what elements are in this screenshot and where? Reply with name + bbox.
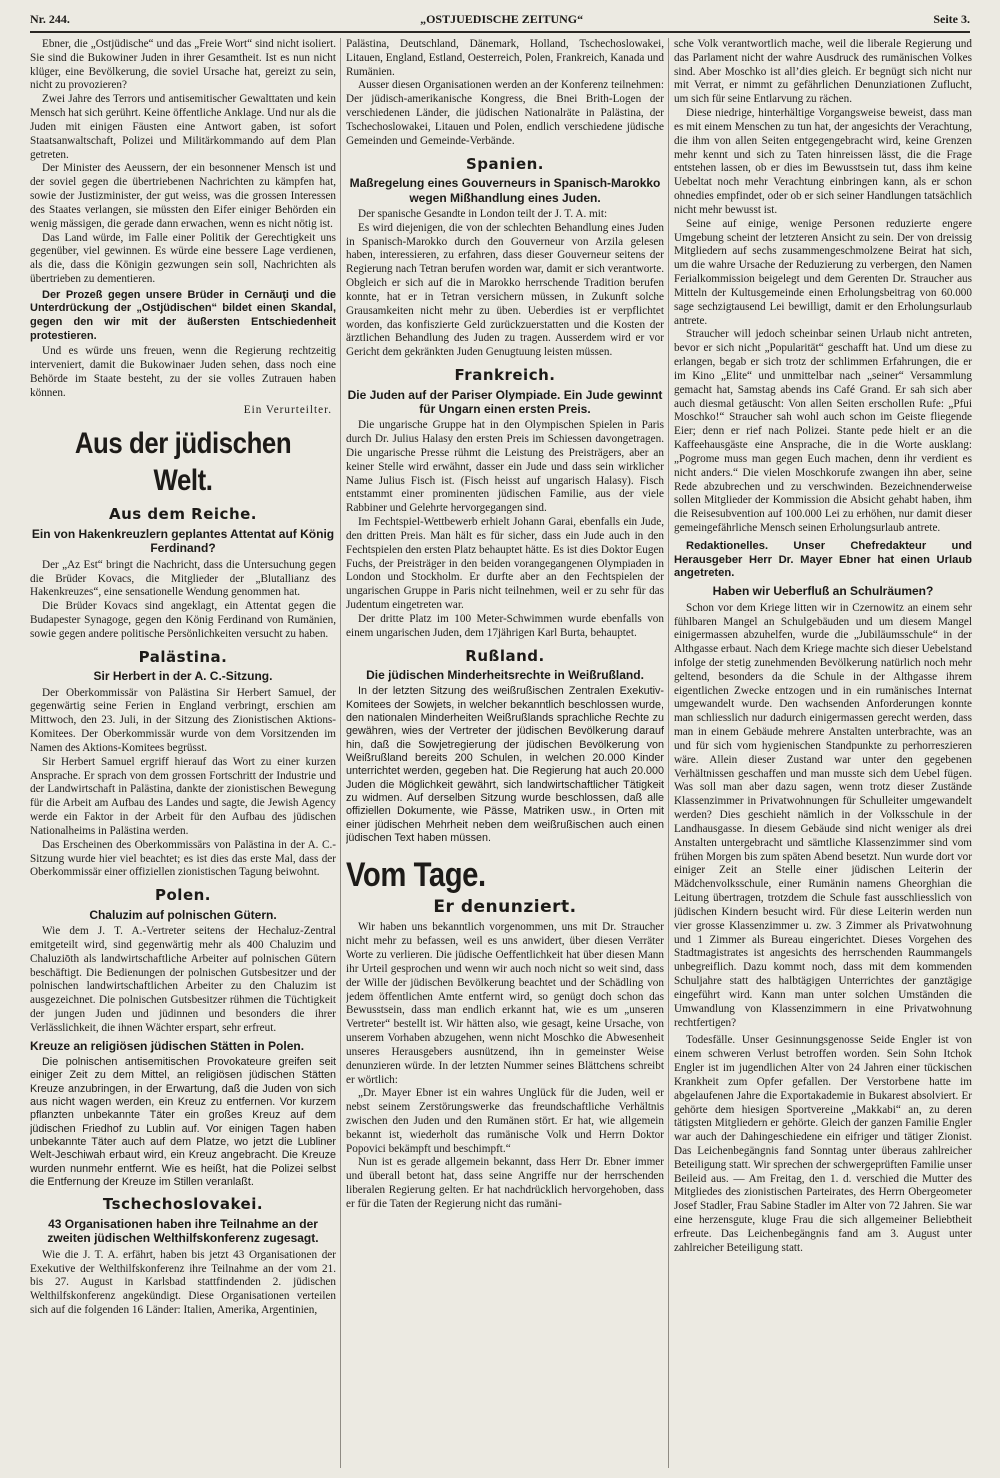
- heading-polen: Polen.: [155, 886, 211, 905]
- article-paragraph: Zwei Jahre des Terrors und antisemitischer Gewalttaten und kein Mensch hat sich gerührt. Keine öffentliche Anklage. Und nur als die Juden mit einigen Fäusten eine Antwort gaben, ist sofort Staatsanwaltschaft, Polizei und Militärkommando auf dem Plan getreten.: [30, 93, 336, 161]
- issue-number: Nr. 244.: [30, 11, 70, 26]
- redaktionelles-notice: Redaktionelles. Unser Chefredakteur und Herausgeber Herr Dr. Mayer Ebner hat einen Urlaub angetreten.: [674, 539, 972, 580]
- heading-frankreich: Frankreich.: [454, 366, 556, 385]
- article-paragraph: Der Minister des Aeussern, der ein besonnener Mensch ist und der soviel gegen die übertriebenen Nachrichten zu kämpfen hat, sowie der Justizminister, der gut weiss, was die grossen Interessen des Staates verlangen, sie müssten den Eifer einiger Behörden ein wenig mässigen, die gerade dann erwachen, wenn es nicht nötig ist.: [30, 162, 336, 230]
- heading-er-denunziert: Er denunziert.: [433, 897, 577, 918]
- article-paragraph: Das Land würde, im Falle einer Politik der Gerechtigkeit uns gegenüber, viel gewinnen. Es würde eine bessere Lage verdienen, als die, dass die Königin gezwungen sein soll, Nachrichten als übertrieben zu dementieren.: [30, 231, 336, 286]
- headline-schulraeume: Haben wir Ueberfluß an Schulräumen?: [712, 584, 934, 599]
- column-divider-1: [340, 38, 341, 1468]
- heading-palaestina: Palästina.: [138, 647, 228, 666]
- article-paragraph: Straucher will jedoch scheinbar seinen Urlaub nicht antreten, bevor er sich nicht „Popularität“ geschafft hat. Und um diese zu erlangen, begab er sich trotz der schlimmen Erfahrungen, die er im Kino „Elite“ und unmittelbar nach „seiner“ Versammlung gemacht hat, Samstag abends ins Café Grand. Er sah sich aber auch diesmal getäuscht: Von allen Seiten erschollen Rufe: „Pfui Moschko!“ Straucher sah wohl auch schon im Geiste fliegende Eier; denn er rief nach Polizei. Stante pede hielt er an die Kaffeehausgäste eine Ansprache, die in die Worte ausklang: „Pogrome muss man gegen Euch machen, denn ihr verdient es nicht anders.“ Die vielen Moschkorufe zwangen ihn aber, seine Rede abzubrechen und zu verschwinden. Bezeichnenderweise sollen Mitglieder der Kommission die Absicht gehabt haben, ihm die Reisesubvention auf 100.000 Lei zu erhöhen, nur damit dieser gemeingefährliche Mensch seinen Erholungsurlaub antrete.: [674, 328, 972, 534]
- article-paragraph: Und es würde uns freuen, wenn die Regierung rechtzeitig interveniert, damit die Bukowinaer Juden sehen, dass noch eine Behörde im Staate besteht, zu der sie volles Zutrauen haben können.: [30, 345, 336, 399]
- headline-gouverneur: Maßregelung eines Gouverneurs in Spanisch-Marokko wegen Mißhandlung eines Juden.: [349, 176, 661, 205]
- article-paragraph: Das Erscheinen des Oberkommissärs von Palästina in der A. C.-Sitzung wurde hier viel beachtet; es ist dies das erste Mal, dass der Oberkommissär einer offiziellen zionistischen Tagung beiwohnt.: [30, 838, 336, 879]
- article-paragraph: Nun ist es gerade allgemein bekannt, dass Herr Dr. Ebner immer und überall betont hat, dass seine Angriffe nur der herrschenden liberalen Regierung gelten. Er hat nachdrücklich hervorgehoben, dass er für die Taten der Regierung nicht das rumäni-: [346, 1156, 664, 1210]
- masthead-title: „OSTJUEDISCHE ZEITUNG“: [420, 11, 584, 26]
- article-paragraph: Wie dem J. T. A.-Vertreter seitens der Hechaluz-Zentral emitgeteilt wird, sind gegenwärtig mehr als 400 Chaluzim und Chaluziōth als landwirtschaftliche Arbeiter auf polnischen Gütern beschäftigt. Die Bedienungen der polnischen Gutsbesitzer und der polnischen landwirtschaftlichen Arbeiter zu den Chaluzim ist ausgezeichnet. Die polnischen Gutsbesitzer rühmen die Tüchtigkeit der jungen Juden und jüdinnen und besonders die ihrer Verlässlichkeit, die ihnen Wächter erspart, sehr erfreut.: [30, 925, 336, 1034]
- todesfaelle-notice: Todesfälle. Unser Gesinnungsgenosse Seide Engler ist von einem schweren Verlust betroffen worden. Sein Sohn Itchok Engler ist im jugendlichen Alter von 24 Jahren einer tückischen Krankheit zum Opfer gefallen. Der Verstorbene hatte im abgelaufenen Jahre die Exportakademie in Bukarest absolviert. Er gehörte dem hiesigen Sportvereine „Makkabi“ an, zu deren tätigsten Mitgliedern er gehörte. Gleich der ganzen Familie Engler war auch der Dahingeschiedene ein eifriger und tätiger Zionist. Das Leichenbegängnis fand Sonntag unter überaus zahlreicher Beteiligung statt. Wir sprechen der schwergeprüften Familie unser Beileid aus. — Am Freitag, den 1. d. verschied die Mutter des Mitgliedes des zionistischen Parteirates, des Herrn Obergeometer Josef Stadler, Frau Sabine Stadler im Alter von 72 Jahren. Sie war eine herzensgute, kluge Frau die sich allgemeiner Beliebtheit erfreute. Das Leichenbegängnis fand am 3. August unter zahlreicher Beteiligung statt.: [674, 1034, 972, 1254]
- article-paragraph: Die polnischen antisemitischen Provokateure greifen seit einiger Zeit zu dem Mittel, an religiösen jüdischen Stätten Kreuze anzubringen, in der Erwartung, daß die Juden von sich aus nicht wagen werden, ein Kreuz zu entfernen. Vor kurzem pflanzten unbekannte Täter ein großes Kreuz auf dem jüdischen Friedhof zu Lublin auf. Vor einigen Tagen haben unbekannte Täter auch auf dem Platze, wo jetzt die Lubliner Welt-Jeschiwah erbaut wird, ein Kreuz angebracht. Die Kreuze wurden nunmehr entfernt. Wie es heißt, hat die Polizei selbst die Entfernung der Kreuze im Stillen veranlaßt.: [30, 1056, 336, 1189]
- headline-sir-herbert: Sir Herbert in der A. C.-Sitzung.: [93, 669, 273, 684]
- heading-spanien: Spanien.: [465, 154, 545, 173]
- article-paragraph: Der dritte Platz im 100 Meter-Schwimmen wurde ebenfalls von einem ungarischen Juden, dem 17jährigen Karl Burta, behauptet.: [346, 612, 664, 639]
- article-paragraph: Der Oberkommissär von Palästina Sir Herbert Samuel, der gegenwärtig seine Ferien in England verbringt, erschien am Mittwoch, den 23. Juli, in der Sitzung des Zionistischen Aktions-Komitees. Der Oberkommissär wurde von dem Vorsitzenden im Namen des Aktions-Komitees begrüsst.: [30, 686, 336, 754]
- article-paragraph: Diese niedrige, hinterhältige Vorgangsweise beweist, dass man es mit einem Menschen zu tun hat, der angesichts der Verachtung, die ihm von allen Seiten entgegengebracht wird, keine Grenzen mehr kennt und sich zu Taten hinreissen lässt, die die Frage entstehen lassen, ob er dies im Bewusstsein tut, dass ihm keine Uebeltat noch mehr Verachtung einbringen kann, als er schon ohnedies empfindet, oder ob er sich seiner Handlungen tatsächlich nicht mehr bewusst ist.: [674, 107, 972, 216]
- article-paragraph: Die Brüder Kovacs sind angeklagt, ein Attentat gegen die Budapester Synagoge, gegen den König Ferdinand von Rumänien, sowie gegen andere politische Persönlichkeiten versucht zu haben.: [30, 600, 336, 640]
- column-divider-2: [668, 38, 669, 1468]
- section-title-vom-tage: Vom Tage.: [346, 856, 486, 895]
- article-paragraph: Seine auf einige, wenige Personen reduzierte engere Umgebung scheint der letzteren Ansicht zu sein. Der von dreissig Mitgliedern auf sechs zusammengeschmolzene Beirat hat sich, um die wahre Ursache der Reduzierung zu verbergen, den Namen Ferialkommission beigelegt und dem Gerenten Dr. Straucher aus Mitteln der Kultusgemeinde einen Erholungsbeitrag von 60.000 sage sechzigtausend Lei bewilligt, damit er den Erholungsurlaub antrete.: [674, 217, 972, 327]
- article-paragraph: Ebner, die „Ostjüdische“ und das „Freie Wort“ sind nicht isoliert. Sie sind die Bukowiner Juden in ihrer Gesamtheit. Ist es nun nicht klüger, eine Bevölkerung, die soviel Ursache hat, gereizt zu sein, nicht zu provozieren?: [30, 38, 336, 92]
- column-3: [674, 38, 972, 1468]
- article-paragraph: Der spanische Gesandte in London teilt der J. T. A. mit:: [358, 207, 608, 220]
- headline-olympiade: Die Juden auf der Pariser Olympiade. Ein Jude gewinnt für Ungarn einen ersten Preis.: [347, 387, 663, 416]
- article-paragraph: Schon vor dem Kriege litten wir in Czernowitz an einem sehr fühlbaren Mangel an Schulgebäuden und um diesem Mangel einigermassen abzuhelfen, wurde die „Jubiläumsschule“ in der Althgasse erbaut. Nach dem Kriege machte sich dieser Uebelstand infolge der stetig zunehmenden Bevölkerung natürlich noch mehr geltend, besonders da die Schule in der Althgasse ihrem eigentlichen Zwecke entzogen und in ein rumänisches Internat umgewandelt wurde. Den wachsenden Anforderungen konnte man schliesslich nur dadurch einigermassen gerecht werden, dass man in einem Gebäude mehrere Anstalten unterbrachte, was an und für sich vom hygienischen Standpunkte zu perhorreszieren wäre. Allein dieser Zustand war unter den gegebenen Verhältnissen geschaffen und man musste sich dem Uebel fügen. Was soll man aber dazu sagen, wenn trotz dieser Zustände Klassenzimmer in Privatwohnungen für Schulleiter umgewandelt werden? Dies geschieht nämlich in der Volksschule in der Landhausgasse. In diesem Gebäude sind nicht weniger als drei Anstalten untergebracht und sämtliche Klassenzimmer sind vom frühen Morgen bis zum späten Abend besetzt. Nun wurde dort vor einiger Zeit an Stelle einer jüdischen Leiterin der Mädchenvolksschule, einer Rumänin namens Gheorghian die Leitung übertragen, trotzdem die Schule fast ausschliesslich von jüdischen Kindern besucht wird. Für diese Leiterin werden nun vier grosse Klassenzimmer u. zw. 3 Zimmer als Privatwohnung und 1 Zimmer als Bureau eingerichtet. Dieses Vorgehen des Stadtmagistrates ist angesichts des herrschenden Raummangels unbegreiflich. Dazu kommt noch, dass mit dem kommenden Schuljahre statt des halbtägigen Unterrichtes der ganztägige eingeführt wird. Kann man unter solchen Umständen die Umwandlung von Klassenzimmern in eine Privatwohnung rechtfertigen?: [674, 601, 972, 1029]
- article-paragraph: Palästina, Deutschland, Dänemark, Holland, Tschechoslowakei, Litauen, England, Estland, Oesterreich, Polen, Frankreich, Kanada und Rumänien.: [346, 38, 664, 78]
- page-header: [30, 8, 970, 30]
- article-paragraph: Es wird diejenigen, die von der schlechten Behandlung eines Juden in Spanisch-Marokko durch den Gouverneur von Arzila gelesen haben, interessieren, zu erfahren, dass dieser Gouverneur seitens der Regierung nach Tetran berufen worden war, damit er sich verantworte. Obgleich er sich auf die in Marokko herrschende Tradition berufen konnte, hat er in Tetran versichern müssen, in Zukunft solche Grausamkeiten nicht mehr zu üben. Ueberdies ist er verpflichtet worden, das konfiszierte Geld zurückzuerstatten und die Kosten der ärztlichen Behandlung des Juden zu tragen. Ausserdem wird er vor Gericht dem gekränkten Juden Genugtuung leisten müssen.: [346, 221, 664, 359]
- column-2: [346, 38, 664, 1468]
- article-paragraph: Ausser diesen Organisationen werden an der Konferenz teilnehmen: Der jüdisch-amerikanische Kongress, die Bnei Brith-Logen der verschiedenen Länder, die jüdischen Nationalräte in Palästina, der Tschechoslowakei, Litauen und Polen, endlich verschiedene jüdische Gemeinden und Gemeinde-Verbände.: [346, 79, 664, 147]
- header-rule: [30, 31, 970, 33]
- article-paragraph: In der letzten Sitzung des weißrußischen Zentralen Exekutiv-Komitees der Sowjets, in welcher bekanntlich beschlossen wurde, den nationalen Minderheiten Weißrußlands sprachliche Rechte zu gewähren, wies der Vertreter der jüdischen Bevölkerung darauf hin, daß die Sowjetregierung der jüdischen Bevölkerung von Weißrußland bereits 200 Schulen, in welchen 20.000 Kinder unterrichtet werden, gegeben hat. Die Regierung hat auch 20.000 Juden die Möglichkeit gewährt, sich landwirtschaftlicher Tätigkeit zu widmen. Auf derselben Sitzung wurde beschlossen, daß alle offiziellen Dokumente, wie Pässe, Matriken usw., in Orten mit einer jüdischen Mehrheit neben dem weißrußischen auch einen jüdischen Text haben müssen.: [346, 685, 664, 845]
- headline-kreuze: Kreuze an religiösen jüdischen Stätten in Polen.: [30, 1038, 305, 1053]
- column-1: [30, 38, 336, 1468]
- article-paragraph: Im Fechtspiel-Wettbewerb erhielt Johann Garai, ebenfalls ein Jude, den dritten Preis. Man hält es für sicher, dass ein Jude auch in den Fechtspielen den ersten Platz behauptet hätte. Es ist dies Doktor Eugen Fuchs, der Preisträger in den beiden vorangegangenen Olympiaden in London und Stockholm. Er durfte aber an den Fechtspielen der ungarischen Gruppe in Paris nicht teilnehmen, weil er zu sehr für das Judentum eingetreten war.: [346, 516, 664, 612]
- heading-aus-dem-reiche: Aus dem Reiche.: [108, 505, 257, 524]
- section-title-juedische-welt: Aus der jüdischen Welt.: [74, 427, 292, 498]
- heading-tschechoslovakei: Tschechoslovakei.: [102, 1195, 264, 1214]
- headline-chaluzim: Chaluzim auf polnischen Gütern.: [89, 907, 277, 922]
- headline-minderheitsrechte: Die jüdischen Minderheitsrechte in Weißrußland.: [366, 668, 644, 683]
- headline-attentat: Ein von Hakenkreuzlern geplantes Attentat auf König Ferdinand?: [31, 526, 335, 556]
- article-paragraph: Der „Az Est“ bringt die Nachricht, dass die Untersuchung gegen die Brüder Kovacs, die Mitglieder der „Blutallianz des Hakenkreuzes“, eine sensationelle Wendung genommen hat.: [30, 558, 336, 599]
- article-paragraph: Wie die J. T. A. erfährt, haben bis jetzt 43 Organisationen der Exekutive der Welthilfskonferenz ihre Teilnahme an der vom 21. bis 27. August in Karlsbad stattfindenden 2. jüdischen Welthilfskonferenz angekündigt. Diese Organisationen verteilen sich auf die folgenden 16 Länder: Italien, Amerika, Argentinien,: [30, 1248, 336, 1317]
- article-paragraph: Die ungarische Gruppe hat in den Olympischen Spielen in Paris durch Dr. Julius Halasy den ersten Preis im Schiessen davongetragen. Die ungarische Presse rühmt die Leistung des Preisträgers, aber an keiner Stelle wird erwähnt, dasser ein Jude und dass sein wirklicher Name Julius Fisch ist. (Fisch heisst auf ungarisch Halasy). Fisch entstammt einer prominenten jüdischen Familie, aus der viele Rabbiner und Gelehrte hervorgegangen sind.: [346, 419, 664, 515]
- article-paragraph: Sir Herbert Samuel ergriff hierauf das Wort zu einer kurzen Ansprache. Er sprach von dem grossen Fortschritt der Industrie und der Landwirtschaft in Palästina, dankte der zionistischen Bewegung für die Arbeit am Aufbau des Landes und sagte, die Jewish Agency werde ein Faktor in der Arbeit für den Aufbau des jüdischen Nationalheims in Palästina werden.: [30, 755, 336, 837]
- article-signature: Ein Verurteilter.: [243, 403, 332, 416]
- article-paragraph: Wir haben uns bekanntlich vorgenommen, uns mit Dr. Straucher nicht mehr zu befassen, weil es uns anwidert, über diesen Verräter Worte zu verlieren. Die jüdische Oeffentlichkeit hat über diesen Mann ihr Urteil gesprochen und wenn wir auch noch nicht so weit sind, dass der Wille der jüdischen Bevölkerung beachtet und der Schädling von jedem öffentlichen Amte entfernt wird, so genügt doch schon das Bewusstsein, dass man endlich erkannt hat, wie es um „unseren Vertreter“ bestellt ist. Wir hätten also, wie gesagt, keine Ursache, von unserem Vorhaben abzugehen, wenn nicht Moschko die Abwesenheit unseres Herausgebers ausnützend, ihn in gemeinster Weise denunzieren würde. In der letzten Nummer seines Blättchens schreibt er wörtlich:: [346, 921, 664, 1086]
- page-number: Seite 3.: [933, 11, 970, 26]
- headline-43-organisationen: 43 Organisationen haben ihre Teilnahme an der zweiten jüdischen Welthilfskonferenz zugesagt.: [47, 1216, 319, 1246]
- article-paragraph: „Dr. Mayer Ebner ist ein wahres Unglück für die Juden, weil er nebst seinem Zerstörungswerke das freundschaftliche Verhältnis zwischen den Juden und den Rumänen stört. Er hat, wie allgemein bekannt ist, wiederholt das rumänische Volk und Herrn Doktor Popovici bekämpft und beschimpft.“: [346, 1087, 664, 1155]
- article-paragraph: sche Volk verantwortlich mache, weil die liberale Regierung und das Parlament nicht der wahre Ausdruck des rumänischen Volkes sind. Aber Moschko ist all’dies gleich. Er begnügt sich nicht nur mit Verrat, er nimmt zu gefährlichen Denunziationen Zuflucht, um sich für seine Entlarvung zu rächen.: [674, 38, 972, 106]
- heading-russland: Rußland.: [465, 646, 545, 665]
- bold-protest-paragraph: Der Prozeß gegen unsere Brüder in Cernăuţi und die Unterdrückung der „Ostjüdischen“ bildet einen Skandal, gegen den wir mit der äußersten Entschiedenheit protestieren.: [30, 288, 336, 342]
